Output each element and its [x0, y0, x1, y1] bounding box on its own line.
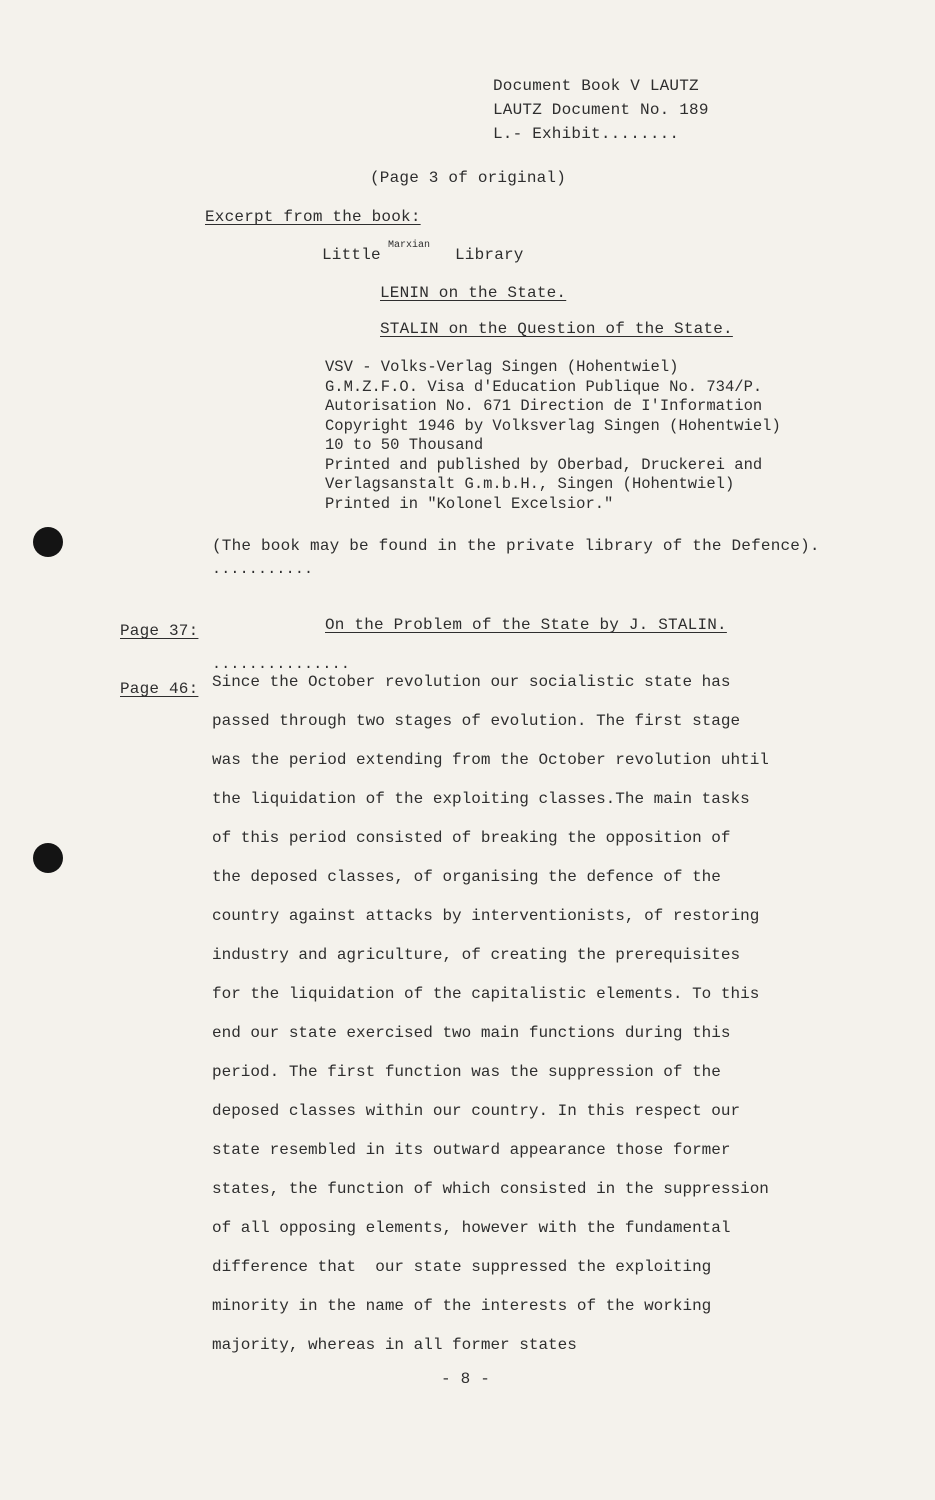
- body-line: for the liquidation of the capitalistic elements. To this: [212, 985, 760, 1003]
- header-document-book: Document Book V LAUTZ: [493, 77, 699, 95]
- separator-dots: ...........: [212, 561, 314, 578]
- body-line: majority, whereas in all former states: [212, 1336, 577, 1354]
- publication-line: Printed and published by Oberbad, Druckerei and: [325, 455, 763, 474]
- page-37-title: On the Problem of the State by J. STALIN.: [325, 616, 727, 634]
- body-line: deposed classes within our country. In this respect our: [212, 1102, 741, 1120]
- body-line: the deposed classes, of organising the defence of the: [212, 868, 721, 886]
- body-line: of this period consisted of breaking the opposition of: [212, 829, 731, 847]
- body-line: the liquidation of the exploiting classes.The main tasks: [212, 790, 750, 808]
- title-stalin: STALIN on the Question of the State.: [380, 320, 733, 338]
- excerpt-label: Excerpt from the book:: [205, 208, 421, 226]
- header-document-number: LAUTZ Document No. 189: [493, 101, 709, 119]
- publication-details: [325, 358, 781, 514]
- library-word-library: Library: [455, 246, 524, 264]
- page-of-original: (Page 3 of original): [370, 169, 567, 187]
- publication-line: Printed in "Kolonel Excelsior.": [325, 494, 614, 513]
- publication-line: Copyright 1946 by Volksverlag Singen (Hohentwiel): [325, 416, 781, 435]
- body-line: minority in the name of the interests of the working: [212, 1297, 712, 1315]
- body-line: was the period extending from the October revolution uhtil: [212, 751, 769, 769]
- page-37-label: Page 37:: [120, 622, 199, 640]
- body-line: industry and agriculture, of creating the prerequisites: [212, 946, 741, 964]
- library-word-little: Little: [322, 246, 381, 264]
- publication-line: Verlagsanstalt G.m.b.H., Singen (Hohentwiel): [325, 475, 735, 493]
- publication-line: VSV - Volks-Verlag Singen (Hohentwiel): [325, 358, 679, 376]
- page-46-label: Page 46:: [120, 680, 199, 698]
- body-line: country against attacks by interventionists, of restoring: [212, 907, 760, 925]
- title-lenin: LENIN on the State.: [380, 284, 567, 302]
- body-line: period. The first function was the suppression of the: [212, 1063, 721, 1081]
- library-superscript: Marxian: [388, 240, 431, 251]
- page-46-body: [212, 672, 769, 1374]
- publication-line: Autorisation No. 671 Direction de I'Information: [325, 397, 763, 415]
- body-line: state resembled in its outward appearance those former: [212, 1141, 731, 1159]
- body-line: difference that our state suppressed the exploiting: [212, 1258, 712, 1276]
- body-line: end our state exercised two main functions during this: [212, 1024, 731, 1042]
- body-line: states, the function of which consisted in the suppression: [212, 1180, 769, 1198]
- body-line: passed through two stages of evolution. The first stage: [212, 712, 741, 730]
- publication-line: G.M.Z.F.O. Visa d'Education Publique No. 734/P.: [325, 377, 763, 396]
- header-exhibit: L.- Exhibit........: [493, 125, 680, 143]
- page-number: - 8 -: [441, 1370, 491, 1388]
- separator-dots: ...............: [212, 656, 351, 673]
- body-line: of all opposing elements, however with the fundamental: [212, 1219, 731, 1237]
- publication-line: 10 to 50 Thousand: [325, 436, 484, 454]
- punch-hole: [33, 527, 63, 557]
- body-line: Since the October revolution our socialistic state has: [212, 673, 731, 691]
- library-note: (The book may be found in the private library of the Defence).: [212, 537, 820, 555]
- punch-hole: [33, 843, 63, 873]
